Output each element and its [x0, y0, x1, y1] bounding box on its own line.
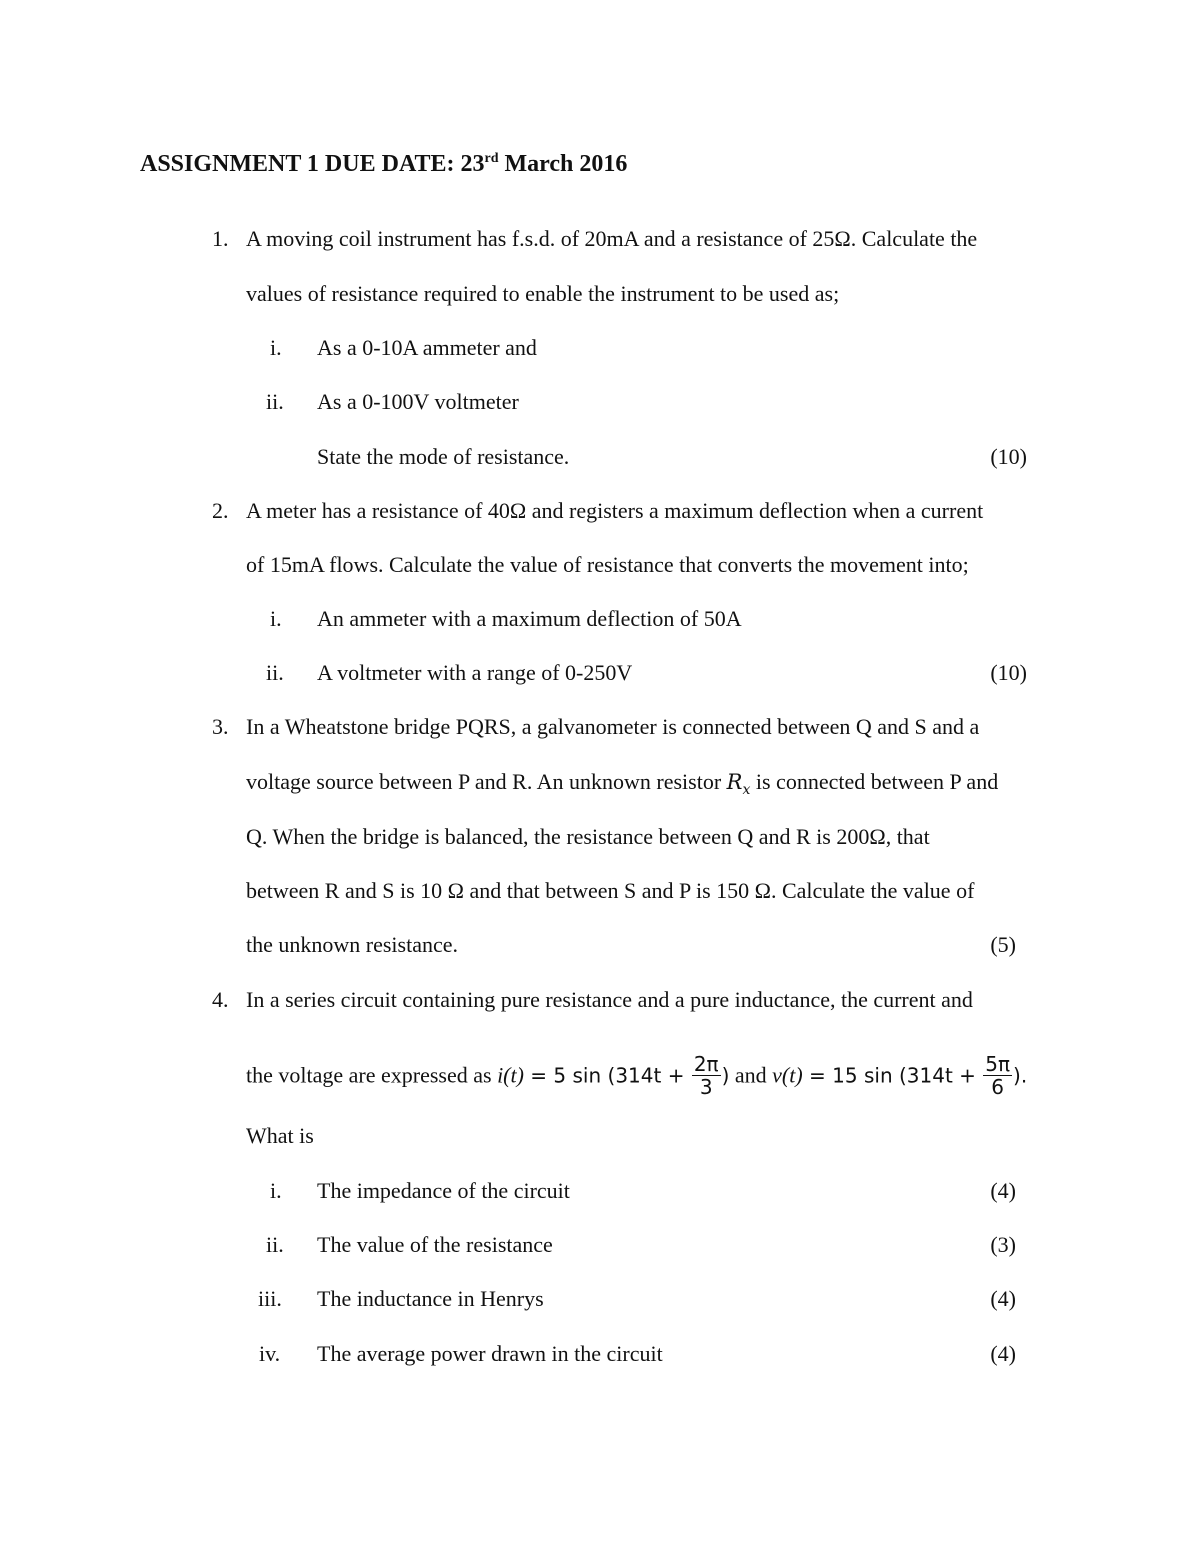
q1-line2: values of resistance required to enable the instrument to be used as;: [246, 281, 840, 306]
q1-number: 1.: [212, 226, 229, 251]
q4-eq-intro: the voltage are expressed as: [246, 1062, 498, 1088]
fraction-2pi-over-3: [692, 1053, 721, 1098]
q1-i-number: i.: [270, 335, 282, 360]
q1-i-text: As a 0-10A ammeter and: [317, 335, 537, 360]
frac2-numerator: 5π: [985, 1052, 1011, 1076]
q3-number: 3.: [212, 714, 229, 739]
rx-base: R: [726, 770, 743, 794]
eq1-text: = 5 sin (314t +: [523, 1063, 691, 1088]
q4-part-marks: (4): [990, 1286, 1016, 1311]
q2-ii-text: A voltmeter with a range of 0-250V: [317, 660, 633, 685]
q4-part-text: The impedance of the circuit: [317, 1178, 570, 1203]
q3-line2: [246, 768, 998, 804]
rx-symbol: [726, 770, 751, 799]
q2-i-text: An ammeter with a maximum deflection of 50A: [317, 606, 742, 631]
v-of-t: v(t): [772, 1062, 803, 1088]
q4-what-is: What is: [246, 1123, 314, 1148]
title-suffix: March 2016: [498, 151, 628, 177]
q2-line2: of 15mA flows. Calculate the value of resistance that converts the movement into;: [246, 552, 969, 577]
q4-equation-line: [246, 1052, 1028, 1100]
q2-number: 2.: [212, 498, 229, 523]
frac2-denominator: 6: [991, 1075, 1005, 1099]
q1-line1: A moving coil instrument has f.s.d. of 20mA and a resistance of 25Ω. Calculate the: [246, 226, 978, 251]
q1-marks: (10): [990, 444, 1027, 469]
q3-line2-start: voltage source between P and R. An unknown resistor: [246, 769, 727, 794]
q3-line2-end: is connected between P and: [750, 769, 999, 794]
q4-part-text: The value of the resistance: [317, 1232, 553, 1257]
q4-part-text: The average power drawn in the circuit: [317, 1341, 663, 1366]
q2-marks: (10): [990, 660, 1027, 685]
q4-number: 4.: [212, 987, 229, 1012]
q1-ii-text: As a 0-100V voltmeter: [317, 389, 519, 414]
q3-line4: between R and S is 10 Ω and that between S and P is 150 Ω. Calculate the value of: [246, 878, 975, 903]
page-title: [140, 144, 627, 179]
q2-i-number: i.: [270, 606, 282, 631]
eq1-close: ): [721, 1063, 730, 1088]
q4-part-text: The inductance in Henrys: [317, 1286, 544, 1311]
q4-part-number: iv.: [259, 1341, 281, 1366]
q3-line1: In a Wheatstone bridge PQRS, a galvanometer is connected between Q and S and a: [246, 714, 980, 739]
i-of-t: i(t): [497, 1062, 524, 1088]
q4-part-marks: (4): [990, 1178, 1016, 1203]
q4-line1: In a series circuit containing pure resistance and a pure inductance, the current and: [246, 987, 973, 1012]
and-word: and: [729, 1062, 773, 1088]
q2-ii-number: ii.: [266, 660, 284, 685]
q4-part-number: ii.: [266, 1232, 284, 1257]
title-superscript: rd: [484, 151, 499, 166]
q4-part-number: iii.: [258, 1286, 282, 1311]
q4-part-marks: (4): [990, 1341, 1016, 1366]
q4-part-number: i.: [270, 1178, 282, 1203]
q1-ii-number: ii.: [266, 389, 284, 414]
eq2-text: = 15 sin (314t +: [802, 1063, 983, 1088]
fraction-5pi-over-6: [983, 1053, 1012, 1098]
eq2-close: ).: [1013, 1063, 1028, 1088]
rx-subscript: x: [742, 782, 751, 799]
frac1-denominator: 3: [699, 1075, 713, 1099]
q3-marks: (5): [990, 932, 1016, 957]
q1-state: State the mode of resistance.: [317, 444, 570, 469]
q2-line1: A meter has a resistance of 40Ω and registers a maximum deflection when a current: [246, 498, 984, 523]
q3-line5: the unknown resistance.: [246, 932, 458, 957]
title-prefix: ASSIGNMENT 1 DUE DATE: 23: [140, 151, 485, 177]
q3-line3: Q. When the bridge is balanced, the resistance between Q and R is 200Ω, that: [246, 824, 930, 849]
frac1-numerator: 2π: [693, 1052, 719, 1076]
q4-part-marks: (3): [990, 1232, 1016, 1257]
